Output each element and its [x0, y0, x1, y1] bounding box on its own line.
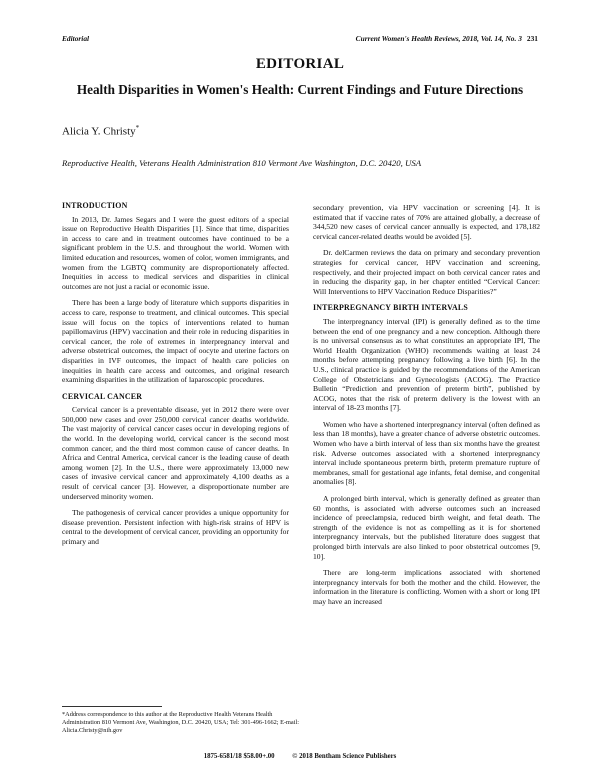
author-line: [62, 124, 139, 138]
footnote-divider: [62, 706, 162, 707]
right-column: [313, 203, 540, 614]
body-paragraph: Women who have a shortened interpregnancy interval (often defined as less than 18 months), have a greater chance of adverse obstetric outcomes. Women who have a birth interval of less than six months have the greatest risk. Adverse outcomes associated with a shortened interpregnancy interval include spontaneous preterm birth, preterm premature rupture of membranes, small for gestational age infants, fetal demise, and congenital anomalies [8].: [313, 419, 540, 487]
page-footer: [0, 753, 600, 760]
issn-price: 1875-6581/18 $58.00+.00: [203, 753, 275, 760]
body-paragraph: Cervical cancer is a preventable disease, yet in 2012 there were over 500,000 new cases and over 250,000 cervical cancer deaths worldwide. The vast majority of cervical cancer cases occur in developing regions of the world. In the developing world, cervical cancer is the second most common cancer, and the third most common cause of cancer deaths. In Africa and Central America, cervical cancer is the leading cause of death among women [2]. In the U.S., there were approximately 13,000 new cases of invasive cervical cancer and approximately 4,100 deaths as a result of cervical cancer [3]. However, a disproportionate number are underserved minority women.: [62, 405, 289, 501]
section-heading: CERVICAL CANCER: [62, 391, 143, 401]
running-head-journal: [356, 34, 538, 43]
page-number: 231: [526, 34, 538, 43]
author-affiliation: Reproductive Health, Veterans Health Administration 810 Vermont Ave Washington, D.C. 20420, USA: [62, 158, 422, 168]
body-paragraph: The interpregnancy interval (IPI) is generally defined as to the time between the end of one pregnancy and a new conception. Although there is no universal consensus as to what constitutes an appropriate IPI, The World Health Organization (WHO) recommends waiting at least 24 months before attempting pregnancy following a live birth [6]. In the U.S., clinical practice is guided by the recommendations of the American College of Obstetricians and Gynecologists (ACOG). The Practice Bulletin “Prediction and prevention of preterm birth”, published by ACOG, notes that the risk of preterm delivery is the lowest with an interval of 18-23 months [7].: [313, 316, 540, 413]
section-label: EDITORIAL: [255, 56, 345, 72]
author-name: Alicia Y. Christy: [62, 125, 136, 138]
body-paragraph: There are long-term implications associated with shortened interpregnancy intervals for both the mother and the child. However, the information in the literature is conflicting. Women with a short or long IPI may have an increased: [313, 568, 540, 606]
body-paragraph: Dr. delCarmen reviews the data on primary and secondary prevention strategies for cervical cancer, HPV vaccination and screening, respectively, and their projected impact on both cervical cancer rates and in reducing the disparity gap, in her chapter entitled “Cervical Cancer: Will Interventions to HPV Vaccination Reduce Disparities?”: [313, 248, 540, 296]
body-paragraph: secondary prevention, via HPV vaccination or screening [4]. It is estimated that if vaccine rates of 70% are attained globally, a decrease of 344,520 new cases of cervical cancer annually is expected, and 178,182 cervical cancer-related deaths would be avoided [5].: [313, 203, 540, 241]
article-title: Health Disparities in Women's Health: Current Findings and Future Directions: [76, 82, 524, 97]
left-column: [62, 201, 289, 554]
body-paragraph: There has been a large body of literature which supports disparities in access to care, response to treatment, and clinical outcomes. This special issue will focus on the topics of interventions related to human papillomavirus (HPV) vaccination and their role in reducing disparities in cervical cancer, the role of extremes in interpregnancy interval and adverse obstetrical outcomes, the impact of oocyte and uterine factors on disparities in IVF outcomes, the impact of health care policies on inequities in health care access and outcomes, and original research examining disparities in the utilization of laparoscopic procedures.: [62, 298, 289, 385]
running-head-section: Editorial: [62, 34, 90, 43]
section-heading: INTRODUCTION: [62, 201, 128, 210]
section-heading: INTERPREGNANCY BIRTH INTERVALS: [313, 303, 468, 313]
body-paragraph: A prolonged birth interval, which is generally defined as greater than 60 months, is associated with adverse outcomes such an increased incidence of preeclampsia, reduced birth weight, and fetal death. The strength of the evidence is not as compelling as it is for shortened interpregnancy intervals, but the published literature does suggest that prolonged birth intervals are also linked to poor obstetrical outcomes [9, 10].: [313, 494, 540, 561]
journal-citation: Current Women's Health Reviews, 2018, Vol. 14, No. 3: [355, 34, 522, 43]
correspondence-mark: *: [135, 124, 140, 132]
running-head: [62, 34, 538, 46]
copyright: © 2018 Bentham Science Publishers: [292, 753, 397, 760]
correspondence-footnote: *Address correspondence to this author at the Reproductive Health Veterans Health Administration 810 Vermont Ave, Washington, D.C. 20420, USA; Tel: 301-496-1662; E-mail: Alicia.Christy@nih.gov: [62, 711, 299, 734]
body-paragraph: The pathogenesis of cervical cancer provides a unique opportunity for disease prevention. Persistent infection with high-risk strains of HPV is central to the development of cervical cancer, providing an opportunity for primary and: [62, 508, 289, 546]
body-paragraph: In 2013, Dr. James Segars and I were the guest editors of a special issue on Reproductive Health Disparities [1]. Since that time, disparities in access to care and in treatment outcomes have continued to be a significant problem in the U.S. and throughout the world. Women with limited education and resources, women of color, women immigrants, and women from the LGBTQ community are disproportionately affected. Inequities in access to medical services and disparities in clinical outcomes are not just a racial or economic issue.: [62, 214, 289, 291]
